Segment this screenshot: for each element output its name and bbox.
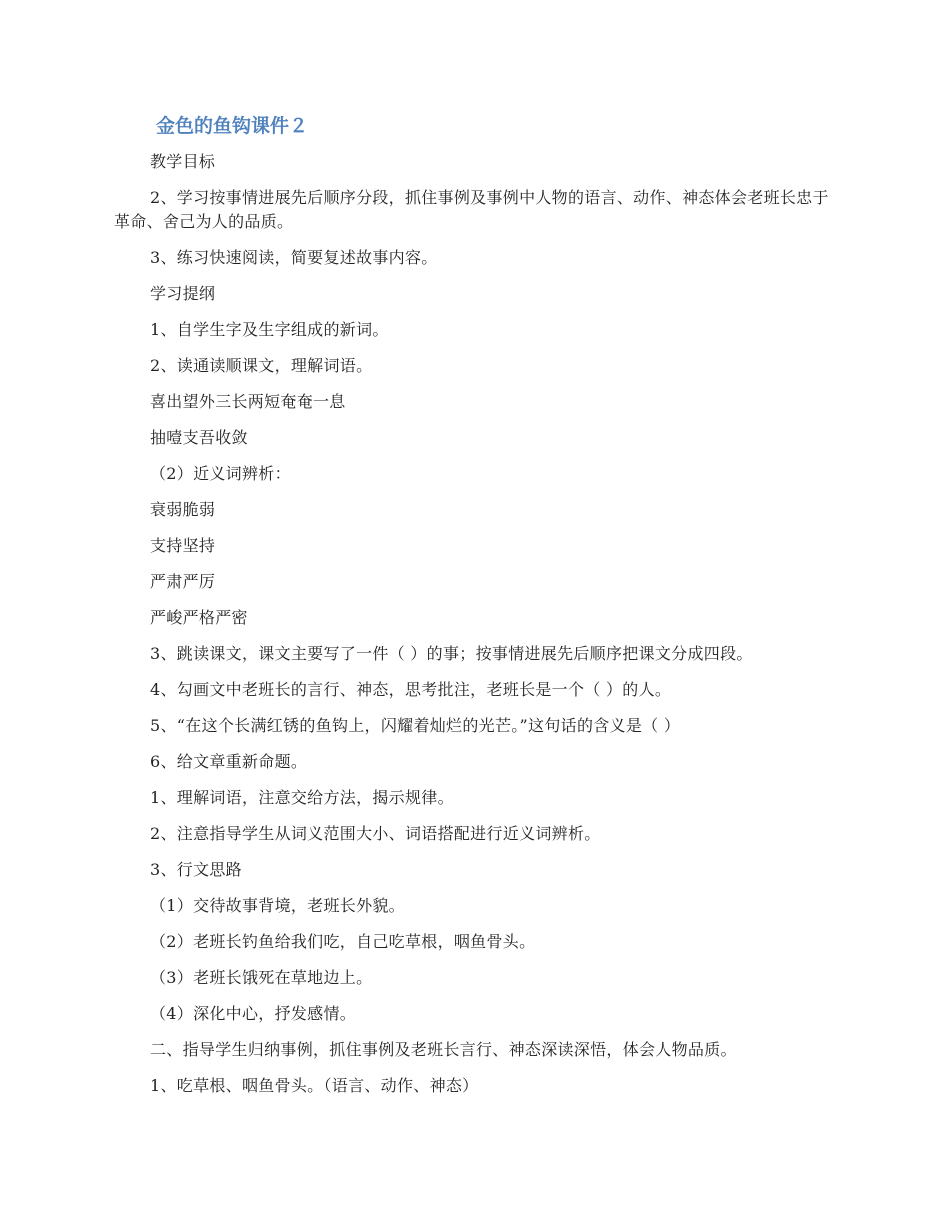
- paragraph-structure-2: （2）老班长钓鱼给我们吃，自己吃草根，咽鱼骨头。: [150, 932, 536, 951]
- paragraph-note-1: 1、理解词语，注意交给方法，揭示规律。: [150, 788, 454, 807]
- document-title: 金色的鱼钩课件２: [156, 115, 309, 137]
- paragraph-outline-1: 1、自学生字及生字组成的新词。: [150, 320, 389, 339]
- paragraph-study-outline-heading: 学习提纲: [150, 284, 216, 303]
- paragraph-outline-3: 3、跳读课文，课文主要写了一件（ ）的事；按事情进展先后顺序把课文分成四段。: [150, 644, 753, 663]
- paragraph-outline-2: 2、读通读顺课文，理解词语。: [150, 356, 373, 375]
- paragraph-outline-5: 5、“在这个长满红锈的鱼钩上，闪耀着灿烂的光芒。”这句话的含义是（ ）: [150, 716, 681, 735]
- paragraph-section-2-item-1: 1、吃草根、咽鱼骨头。（语言、动作、神态）: [150, 1076, 479, 1095]
- paragraph-outline-6: 6、给文章重新命题。: [150, 752, 308, 771]
- paragraph-note-3: 3、行文思路: [150, 860, 242, 879]
- paragraph-synonym-1: 衰弱脆弱: [150, 500, 216, 519]
- paragraph-teaching-goals-heading: 教学目标: [150, 152, 216, 171]
- paragraph-structure-4: （4）深化中心，抒发感情。: [150, 1004, 357, 1023]
- paragraph-synonym-3: 严肃严厉: [150, 572, 216, 591]
- paragraph-section-2: 二、指导学生归纳事例，抓住事例及老班长言行、神态深读深悟，体会人物品质。: [150, 1040, 737, 1059]
- paragraph-structure-1: （1）交待故事背境，老班长外貌。: [150, 896, 405, 915]
- paragraph-synonym-heading: （2）近义词辨析：: [150, 464, 291, 483]
- paragraph-words-2: 抽噎支吾收敛: [150, 428, 248, 447]
- paragraph-note-2: 2、注意指导学生从词义范围大小、词语搭配进行近义词辨析。: [150, 824, 601, 843]
- paragraph-goal-2: 2、学习按事情进展先后顺序分段，抓住事例及事例中人物的语言、动作、神态体会老班长忠于革命、舍己为人的品质。: [114, 188, 829, 231]
- paragraph-outline-4: 4、勾画文中老班长的言行、神态，思考批注，老班长是一个（ ）的人。: [150, 680, 672, 699]
- paragraph-goal-3: 3、练习快速阅读，简要复述故事内容。: [150, 248, 438, 267]
- paragraph-structure-3: （3）老班长饿死在草地边上。: [150, 968, 373, 987]
- paragraph-synonym-4: 严峻严格严密: [150, 608, 248, 627]
- document-body: [114, 150, 836, 1110]
- paragraph-synonym-2: 支持坚持: [150, 536, 216, 555]
- paragraph-words-1: 喜出望外三长两短奄奄一息: [150, 392, 346, 411]
